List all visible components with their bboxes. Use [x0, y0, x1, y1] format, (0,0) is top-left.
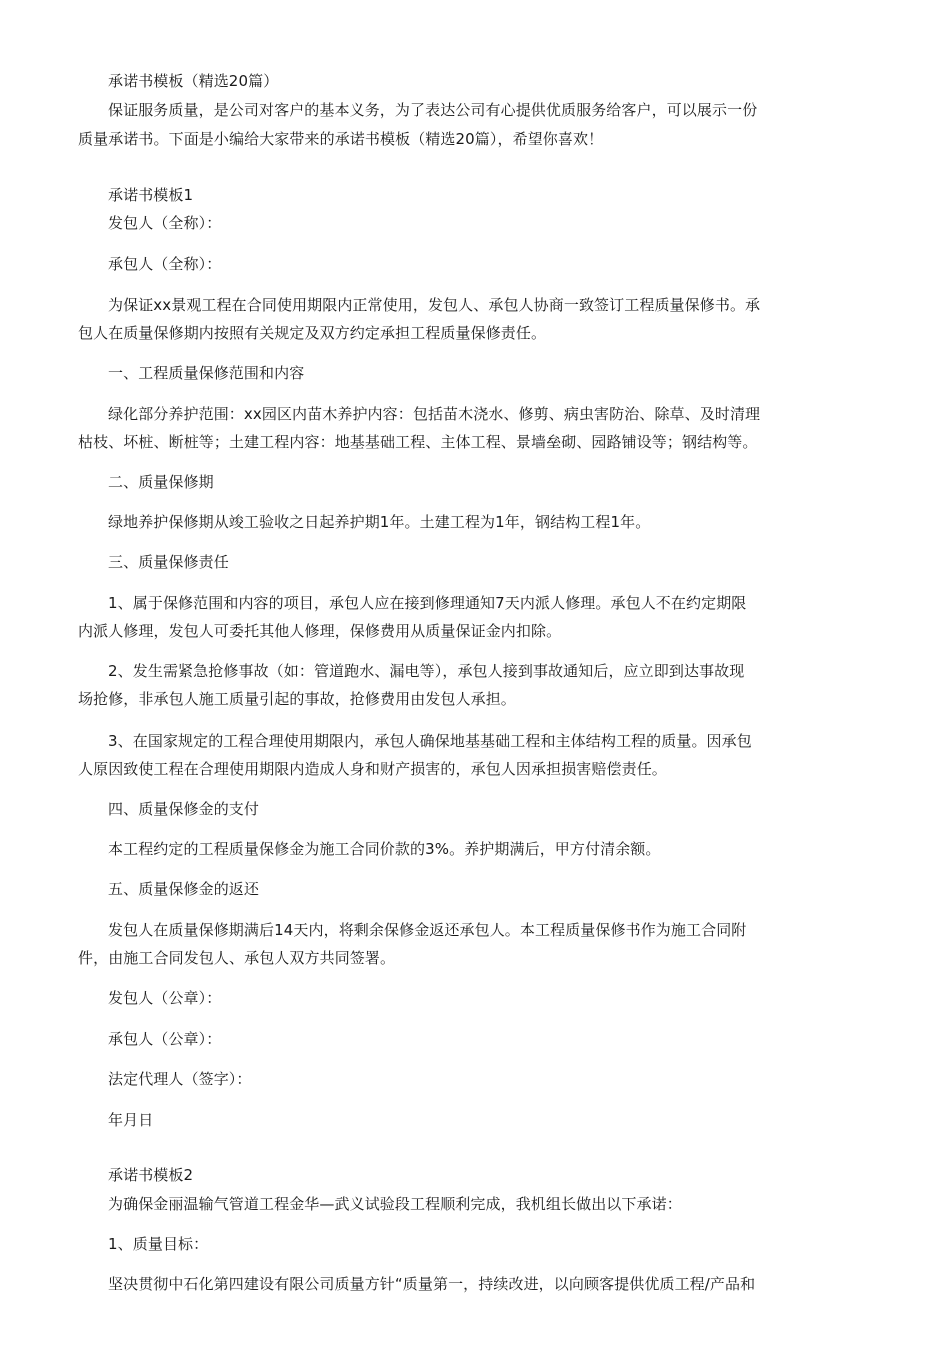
clause5-heading: 五、质量保修金的返还: [108, 880, 260, 898]
clause1-heading: 一、工程质量保修范围和内容: [108, 364, 305, 382]
clause3-item3-line: 3、在国家规定的工程合理使用期限内，承包人确保地基基础工程和主体结构工程的质量。因承包: [108, 732, 752, 750]
section2-intro-line: 为确保金丽温输气管道工程金华—武义试验段工程顺利完成，我机组长做出以下承诺：: [108, 1195, 682, 1213]
clause1-text-line: 枯枝、坏桩、断桩等；土建工程内容：地基基础工程、主体工程、景墙垒砌、园路铺设等；钢结构等。: [78, 433, 758, 451]
section2-heading: 承诺书模板2: [108, 1166, 194, 1184]
employer-seal-label: 发包人（公章）：: [108, 989, 222, 1007]
clause5-text-line: 件，由施工合同发包人、承包人双方共同签署。: [78, 949, 396, 967]
clause4-heading: 四、质量保修金的支付: [108, 800, 260, 818]
section1-paragraph-line: 包人在质量保修期内按照有关规定及双方约定承担工程质量保修责任。: [78, 324, 547, 342]
contractor-fullname-label: 承包人（全称）：: [108, 255, 222, 273]
contractor-seal-label: 承包人（公章）：: [108, 1030, 222, 1048]
clause1-text-line: 绿化部分养护范围：xx园区内苗木养护内容：包括苗木浇水、修剪、病虫害防治、除草、及时清理: [108, 405, 761, 423]
clause3-heading: 三、质量保修责任: [108, 553, 229, 571]
clause3-item2-line: 2、发生需紧急抢修事故（如：管道跑水、漏电等），承包人接到事故通知后，应立即到达事故现: [108, 662, 745, 680]
section1-heading: 承诺书模板1: [108, 186, 194, 204]
intro-text-line-2: 质量承诺书。下面是小编给大家带来的承诺书模板（精选20篇），希望你喜欢！: [78, 130, 604, 148]
clause3-item1-line: 1、属于保修范围和内容的项目，承包人应在接到修理通知7天内派人修理。承包人不在约定期限: [108, 594, 747, 612]
clause2-heading: 二、质量保修期: [108, 473, 214, 491]
section1-paragraph-line: 为保证xx景观工程在合同使用期限内正常使用，发包人、承包人协商一致签订工程质量保修书。承: [108, 296, 761, 314]
document-title: 承诺书模板（精选20篇）: [108, 72, 279, 90]
clause3-item2-line: 场抢修，非承包人施工质量引起的事故，抢修费用由发包人承担。: [78, 690, 516, 708]
section2-item1-heading: 1、质量目标：: [108, 1235, 209, 1253]
date-label: 年月日: [108, 1111, 154, 1129]
clause5-text-line: 发包人在质量保修期满后14天内，将剩余保修金返还承包人。本工程质量保修书作为施工合同附: [108, 921, 747, 939]
legal-representative-label: 法定代理人（签字）：: [108, 1070, 252, 1088]
clause3-item1-line: 内派人修理，发包人可委托其他人修理，保修费用从质量保证金内扣除。: [78, 622, 562, 640]
section2-item1-text-line: 坚决贯彻中石化第四建设有限公司质量方针“质量第一，持续改进，以向顾客提供优质工程/产品和: [108, 1275, 756, 1293]
employer-fullname-label: 发包人（全称）：: [108, 214, 222, 232]
intro-text-line-1: 保证服务质量，是公司对客户的基本义务，为了表达公司有心提供优质服务给客户，可以展示一份: [108, 101, 758, 119]
clause4-text-line: 本工程约定的工程质量保修金为施工合同价款的3%。养护期满后，甲方付清余额。: [108, 840, 661, 858]
clause2-text-line: 绿地养护保修期从竣工验收之日起养护期1年。土建工程为1年，钢结构工程1年。: [108, 513, 651, 531]
clause3-item3-line: 人原因致使工程在合理使用期限内造成人身和财产损害的，承包人因承担损害赔偿责任。: [78, 760, 667, 778]
